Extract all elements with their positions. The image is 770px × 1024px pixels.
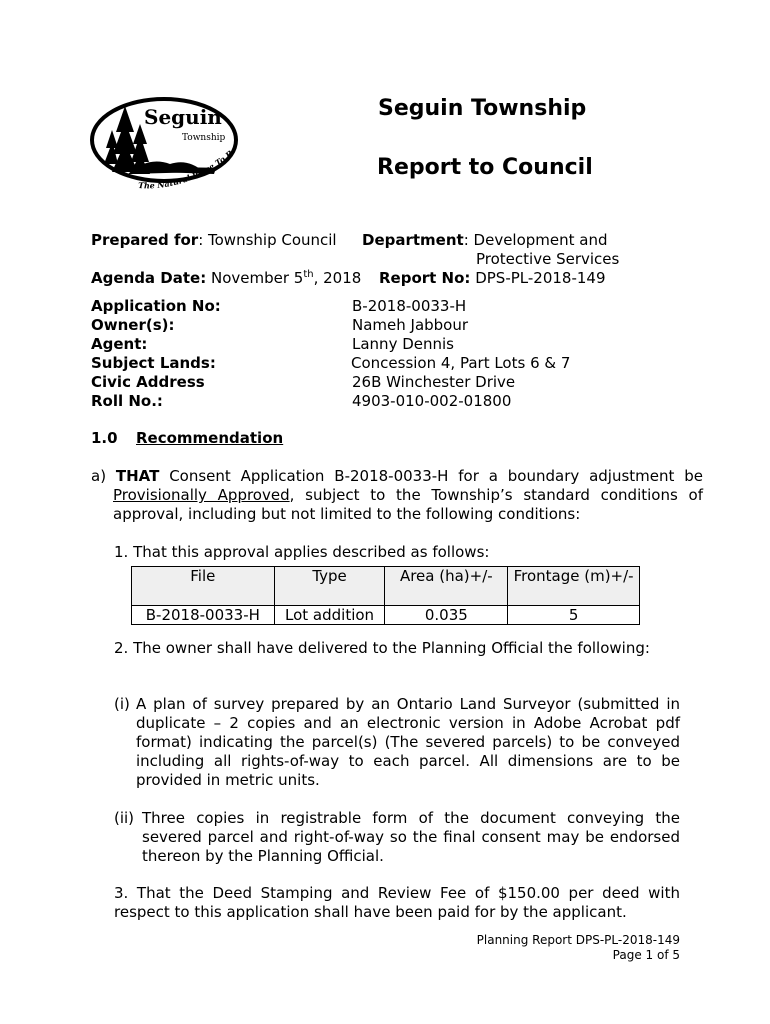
department-label: Department [362, 231, 464, 249]
table-cell: 0.035 [385, 606, 508, 625]
table-cell: 5 [508, 606, 640, 625]
prepared-for-value: : Township Council [198, 231, 337, 249]
report-no [379, 269, 606, 287]
section-title: Recommendation [136, 429, 284, 447]
item-ii-label: (ii) [114, 809, 135, 827]
report-no-value: DPS-PL-2018-149 [475, 269, 606, 287]
svg-text:Seguin: Seguin [144, 105, 222, 129]
prepared-for-label: Prepared for [91, 231, 199, 249]
table-header: Frontage (m)+/- [508, 567, 640, 606]
detail-label: Agent: [91, 335, 148, 353]
recommendation-paragraph [91, 467, 703, 524]
item-ii-text: Three copies in registrable form of the document conveying the severed parcel and right-of-way so the final consent may be endorsed thereon by the Planning Official. [142, 809, 680, 865]
recommendation-prefix: a) [91, 467, 116, 485]
agenda-date-label: Agenda Date: [91, 269, 207, 287]
report-subtitle: Report to Council [377, 155, 593, 180]
table-header: File [132, 567, 275, 606]
detail-label: Application No: [91, 297, 221, 315]
item-i-text: A plan of survey prepared by an Ontario Land Surveyor (submitted in duplicate – 2 copies and an electronic version in Adobe Acrobat pdf format) indicating the parcel(s) (The severed parcels) to be conveyed including all rights-of-way to each parcel. All dimensions are to be provided in metric units. [136, 695, 680, 789]
table-header: Type [274, 567, 385, 606]
department-value: : Development and [463, 231, 608, 249]
department [362, 231, 608, 249]
recommendation-text: Consent Application B-2018-0033-H for a boundary adjustment be [159, 467, 703, 485]
report-no-label: Report No: [379, 269, 471, 287]
condition-3: 3. That the Deed Stamping and Review Fee of $150.00 per deed with respect to this application shall have been paid for by the applicant. [114, 884, 680, 921]
report-title: Seguin Township [378, 96, 587, 121]
detail-label: Owner(s): [91, 316, 175, 334]
department-value-line2: Protective Services [476, 250, 620, 268]
page-footer [477, 933, 680, 963]
table-header: Area (ha)+/- [385, 567, 508, 606]
detail-label: Civic Address [91, 373, 205, 391]
agenda-date-sup: th [303, 269, 314, 280]
table-header-row [132, 567, 640, 606]
provisionally-approved: Provisionally Approved [113, 486, 290, 504]
table-cell: Lot addition [274, 606, 385, 625]
detail-label: Roll No.: [91, 392, 163, 410]
condition-2: 2. The owner shall have delivered to the Planning Official the following: [114, 639, 650, 657]
item-i-label: (i) [114, 695, 130, 713]
agenda-date [91, 269, 361, 287]
detail-label: Subject Lands: [91, 354, 216, 372]
agenda-date-year: , 2018 [313, 269, 362, 287]
section-number: 1.0 [91, 429, 118, 447]
detail-value: Nameh Jabbour [352, 316, 469, 334]
detail-value: Concession 4, Part Lots 6 & 7 [351, 354, 571, 372]
footer-report-ref: Planning Report DPS-PL-2018-149 [476, 933, 680, 947]
agenda-date-value: November 5 [210, 269, 304, 287]
recommendation-text-2: , subject to the Township’s standard conditions of approval, including but not limited to the following conditions: [113, 486, 703, 523]
footer-page-number: Page 1 of 5 [612, 948, 680, 962]
table-cell: B-2018-0033-H [132, 606, 275, 625]
detail-value: 26B Winchester Drive [352, 373, 516, 391]
svg-text:The Natural Place To Be: The Natural Place To B [137, 148, 235, 191]
prepared-for [91, 231, 337, 249]
application-table [131, 566, 640, 625]
seguin-township-logo [88, 92, 254, 196]
svg-text:Township: Township [182, 133, 226, 143]
detail-value: B-2018-0033-H [352, 297, 467, 315]
detail-value: Lanny Dennis [352, 335, 454, 353]
table-row [132, 606, 640, 625]
detail-value: 4903-010-002-01800 [352, 392, 512, 410]
recommendation-that: THAT [115, 467, 160, 485]
condition-1: 1. That this approval applies described as follows: [114, 543, 490, 561]
logo-graphic [88, 92, 254, 196]
